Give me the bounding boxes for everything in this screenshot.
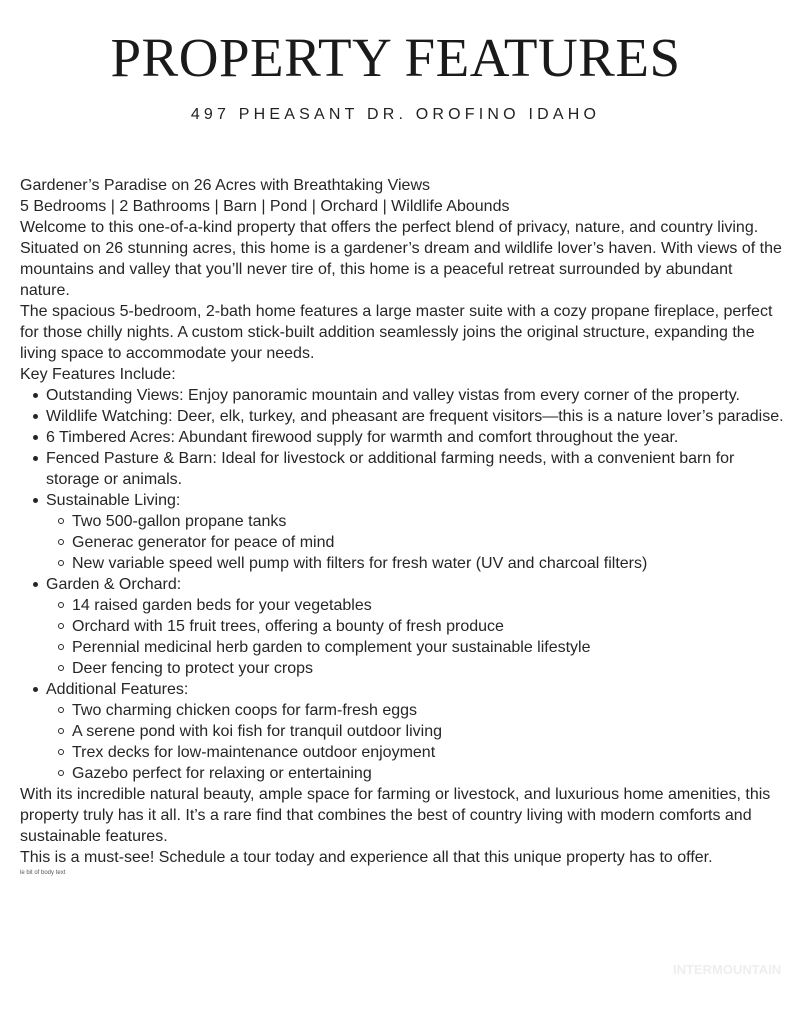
sub-feature-item: Two charming chicken coops for farm-fresh eggs xyxy=(72,700,785,721)
summary-line: 5 Bedrooms | 2 Bathrooms | Barn | Pond | Orchard | Wildlife Abounds xyxy=(20,198,510,215)
key-features-heading: Key Features Include: xyxy=(20,366,176,383)
bullet-icon xyxy=(33,582,38,587)
bullet-icon xyxy=(33,414,38,419)
home-description-paragraph: The spacious 5-bedroom, 2-bath home features a large master suite with a cozy propane fireplace, perfect for those chilly nights. A custom stick-built addition seamlessly joins the original structure, expanding the living space to accommodate your needs. xyxy=(20,303,773,362)
page-title: PROPERTY FEATURES xyxy=(110,27,681,88)
feature-item-garden-orchard: Garden & Orchard: 14 raised garden beds for your vegetables Orchard with 15 fruit trees, offering a bounty of fresh produce Perennial medicinal herb garden to complement your sustainable lifestyle Deer fencing to protect your crops xyxy=(46,574,785,679)
bullet-icon xyxy=(33,435,38,440)
additional-features-sublist xyxy=(46,700,785,784)
feature-item-sustainable-living: Sustainable Living: Two 500-gallon propane tanks Generac generator for peace of mind New variable speed well pump with filters for fresh water (UV and charcoal filters) xyxy=(46,490,785,574)
hollow-bullet-icon xyxy=(58,518,64,524)
sub-feature-item: 14 raised garden beds for your vegetables xyxy=(72,595,785,616)
bullet-icon xyxy=(33,456,38,461)
sub-feature-item: Deer fencing to protect your crops xyxy=(72,658,785,679)
garden-orchard-sublist xyxy=(46,595,785,679)
sub-feature-item: Trex decks for low-maintenance outdoor enjoyment xyxy=(72,742,785,763)
sub-feature-item: Generac generator for peace of mind xyxy=(72,532,785,553)
hollow-bullet-icon xyxy=(58,749,64,755)
hollow-bullet-icon xyxy=(58,539,64,545)
hollow-bullet-icon xyxy=(58,665,64,671)
feature-item-additional: Additional Features: Two charming chicken coops for farm-fresh eggs A serene pond with koi fish for tranquil outdoor living Trex decks for low-maintenance outdoor enjoyment Gazebo perfect for relaxing or entertaining xyxy=(46,679,785,784)
closing-paragraph: With its incredible natural beauty, ample space for farming or livestock, and luxurious home amenities, this property truly has it all. It’s a rare find that combines the best of country living with modern comforts and sustainable features. xyxy=(20,786,771,845)
feature-item: 6 Timbered Acres: Abundant firewood supply for warmth and comfort throughout the year. xyxy=(46,427,785,448)
hollow-bullet-icon xyxy=(58,623,64,629)
hollow-bullet-icon xyxy=(58,602,64,608)
hollow-bullet-icon xyxy=(58,707,64,713)
sub-feature-item: A serene pond with koi fish for tranquil outdoor living xyxy=(72,721,785,742)
sub-feature-item: Gazebo perfect for relaxing or entertaining xyxy=(72,763,785,784)
property-description xyxy=(20,175,785,877)
bullet-icon xyxy=(33,393,38,398)
hollow-bullet-icon xyxy=(58,728,64,734)
sustainable-living-sublist xyxy=(46,511,785,574)
sub-feature-item: Orchard with 15 fruit trees, offering a bounty of fresh produce xyxy=(72,616,785,637)
bullet-icon xyxy=(33,498,38,503)
sub-feature-item: Perennial medicinal herb garden to complement your sustainable lifestyle xyxy=(72,637,785,658)
sub-feature-item: Two 500-gallon propane tanks xyxy=(72,511,785,532)
feature-item: Wildlife Watching: Deer, elk, turkey, and pheasant are frequent visitors—this is a nature lover’s paradise. xyxy=(46,406,785,427)
sub-feature-item: New variable speed well pump with filters for fresh water (UV and charcoal filters) xyxy=(72,553,785,574)
call-to-action: This is a must-see! Schedule a tour today and experience all that this unique property has to offer. xyxy=(20,849,713,866)
headline: Gardener’s Paradise on 26 Acres with Breathtaking Views xyxy=(20,177,431,194)
property-address: 497 PHEASANT DR. OROFINO IDAHO xyxy=(190,106,601,123)
hollow-bullet-icon xyxy=(58,770,64,776)
hollow-bullet-icon xyxy=(58,560,64,566)
key-features-list xyxy=(20,385,785,784)
placeholder-text-fragment: le bit of body text xyxy=(20,870,66,876)
bullet-icon xyxy=(33,687,38,692)
feature-item: Fenced Pasture & Barn: Ideal for livestock or additional farming needs, with a convenient barn for storage or animals. xyxy=(46,448,785,490)
brand-watermark: INTERMOUNTAIN xyxy=(673,962,782,977)
hollow-bullet-icon xyxy=(58,644,64,650)
intro-paragraph: Welcome to this one-of-a-kind property that offers the perfect blend of privacy, nature, and country living. Situated on 26 stunning acres, this home is a gardener’s dream and wildlife lover’s haven. With views of the mountains and valley that you’ll never tire of, this home is a peaceful retreat surrounded by abundant nature. xyxy=(20,219,782,299)
feature-item: Outstanding Views: Enjoy panoramic mountain and valley vistas from every corner of the property. xyxy=(46,385,785,406)
